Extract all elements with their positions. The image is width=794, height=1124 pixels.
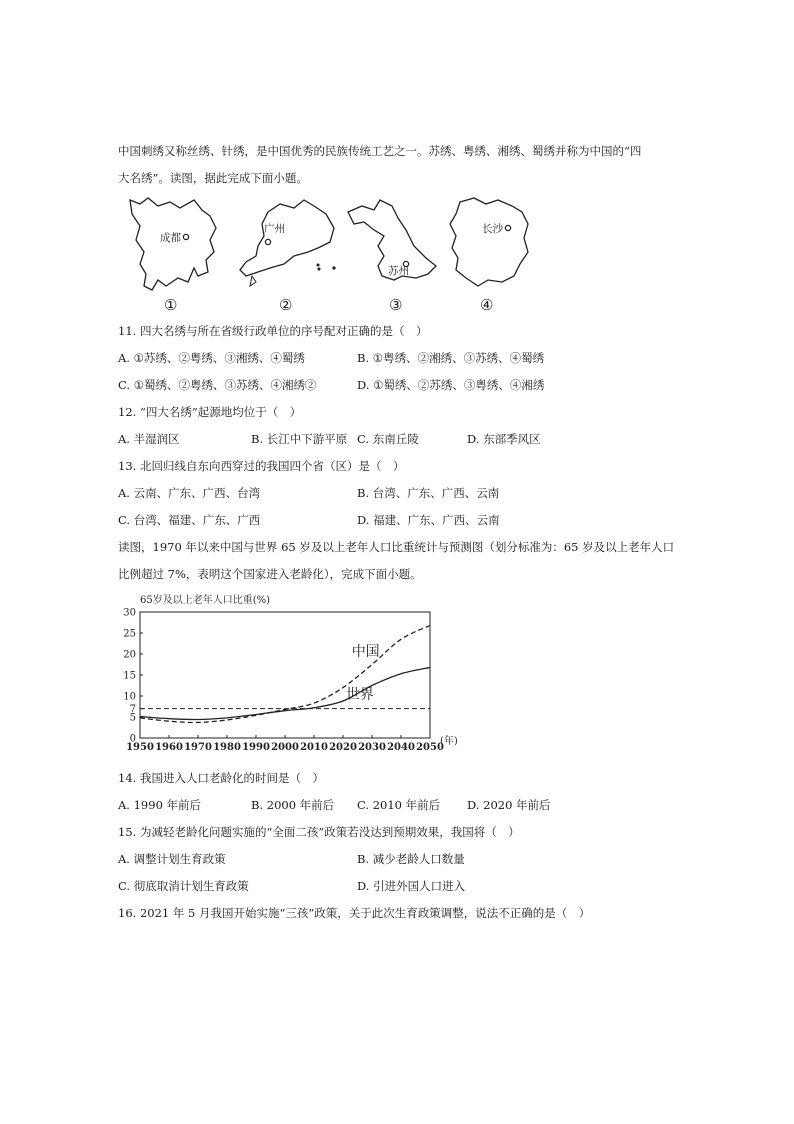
y-tick-label: 25 [123, 628, 136, 640]
map-num-3: ③ [389, 296, 403, 314]
x-tick-label: 1970 [184, 742, 212, 753]
map-num-2: ② [279, 296, 293, 314]
province-maps [118, 190, 538, 315]
q14-option-a: A. 1990 年前后 [118, 798, 202, 812]
x-tick-label: 1990 [242, 742, 270, 753]
q16-stem: 16. 2021 年 5 月我国开始实施“三孩”政策，关于此次生育政策调整，说法不正确的是（ ） [118, 906, 591, 920]
y-tick-label: 7 [129, 704, 136, 716]
q15-option-a: A. 调整计划生育政策 [118, 852, 226, 866]
y-tick-label: 5 [129, 712, 136, 724]
q14-option-c: C. 2010 年前后 [357, 798, 441, 812]
x-tick-label: 1980 [213, 742, 241, 753]
x-tick-label: 2020 [329, 742, 357, 753]
q15-option-b: B. 减少老龄人口数量 [357, 852, 465, 866]
y-tick-label: 10 [123, 691, 136, 703]
x-tick-label: 1950 [126, 742, 154, 753]
aging-population-chart [112, 592, 462, 754]
series-line-world [140, 667, 430, 719]
q11-option-b: B. ①粤绣、②湘绣、③苏绣、④蜀绣 [357, 351, 545, 365]
q13-option-c: C. 台湾、福建、广东、广西 [118, 513, 261, 527]
map-sichuan [130, 198, 216, 290]
q11-option-c: C. ①蜀绣、②粤绣、③苏绣、④湘绣② [118, 378, 317, 392]
chart-plot-area [123, 608, 444, 754]
q11-stem: 11. 四大名绣与所在省级行政单位的序号配对正确的是（ ） [118, 324, 428, 338]
map-num-1: ① [164, 296, 178, 314]
q13-option-b: B. 台湾、广东、广西、云南 [357, 486, 500, 500]
map-city-4: 长沙 [482, 223, 503, 235]
chart-title: 65岁及以上老年人口比重(%) [140, 595, 271, 606]
map-city-1: 成都 [160, 232, 181, 244]
intro2-line-1: 读图，1970 年以来中国与世界 65 岁及以上老年人口比重统计与预测图（划分标准为：65 岁及以上老年人口 [118, 540, 675, 554]
series-label-china: 中国 [351, 644, 380, 661]
intro2-line-2: 比例超过 7%，表明这个国家进入老龄化），完成下面小题。 [118, 567, 422, 581]
q14-stem: 14. 我国进入人口老龄化的时间是（ ） [118, 771, 324, 785]
x-tick-label: 2040 [387, 742, 415, 753]
series-label-world: 世界 [345, 686, 374, 703]
series-line-china [140, 625, 430, 722]
map-num-4: ④ [480, 296, 494, 314]
q12-option-a: A. 半湿润区 [118, 432, 180, 446]
x-tick-label: 2000 [271, 742, 299, 753]
map-hunan [450, 198, 528, 286]
q14-option-b: B. 2000 年前后 [251, 798, 335, 812]
y-tick-label: 0 [129, 733, 136, 745]
q12-option-c: C. 东南丘陵 [357, 432, 419, 446]
q15-option-d: D. 引进外国人口进入 [357, 879, 466, 893]
q14-option-d: D. 2020 年前后 [467, 798, 551, 812]
q13-stem: 13. 北回归线自东向西穿过的我国四个省（区）是（ ） [118, 459, 405, 473]
q11-option-d: D. ①蜀绣、②苏绣、③粤绣、④湘绣 [357, 378, 545, 392]
map-guangdong [240, 200, 335, 286]
q12-option-b: B. 长江中下游平原 [251, 432, 348, 446]
x-tick-label: 2030 [358, 742, 386, 753]
chart-xlabel: (年) [440, 736, 458, 747]
q15-option-c: C. 彻底取消计划生育政策 [118, 879, 249, 893]
q12-option-d: D. 东部季风区 [467, 432, 541, 446]
y-tick-label: 30 [123, 607, 136, 619]
q11-option-a: A. ①苏绣、②粤绣、③湘绣、④蜀绣 [118, 351, 305, 365]
q13-option-a: A. 云南、广东、广西、台湾 [118, 486, 261, 500]
q12-stem: 12. “四大名绣”起源地均位于（ ） [118, 405, 302, 419]
x-tick-label: 1960 [155, 742, 183, 753]
x-tick-label: 2050 [416, 742, 444, 753]
intro-line-2: 大名绣”。读图，据此完成下面小题。 [118, 171, 308, 185]
q15-stem: 15. 为减轻老龄化问题实施的“全面二孩”政策若没达到预期效果，我国将（ ） [118, 825, 520, 839]
y-tick-label: 15 [123, 670, 136, 682]
map-city-3: 苏州 [388, 265, 409, 277]
intro-line-1: 中国刺绣又称丝绣、针绣，是中国优秀的民族传统工艺之一。苏绣、粤绣、湘绣、蜀绣并称为中国的“四 [118, 144, 642, 158]
q13-option-d: D. 福建、广东、广西、云南 [357, 513, 500, 527]
map-city-2: 广州 [264, 223, 285, 235]
x-tick-label: 2010 [300, 742, 328, 753]
y-tick-label: 20 [123, 649, 136, 661]
